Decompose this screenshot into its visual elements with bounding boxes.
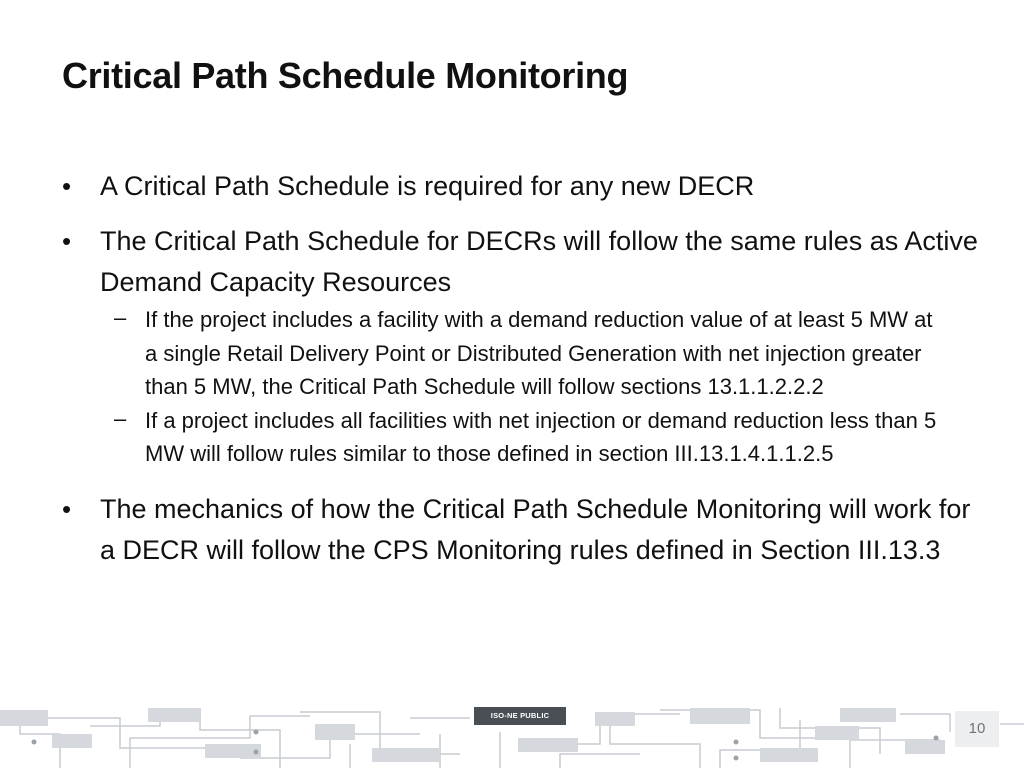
sub-bullet-list [100, 303, 982, 471]
sub-bullet-dash: – [114, 405, 127, 431]
bullet-item [62, 489, 982, 571]
sub-bullet-text: If the project includes a facility with a demand reduction value of at least 5 MW at a single Retail Delivery Point or Distributed Generation with net injection greater than 5 MW, the Critical Path Schedule will follow sections 13.1.1.2.2.2 [145, 307, 933, 399]
page-number: 10 [955, 711, 999, 747]
bullet-item [62, 221, 982, 471]
slide-title: Critical Path Schedule Monitoring [62, 55, 629, 96]
sub-bullet-item [100, 404, 982, 471]
sub-bullet-text: If a project includes all facilities with net injection or demand reduction less than 5 MW will follow rules similar to those defined in section III.13.1.4.1.1.2.5 [145, 407, 937, 466]
bullet-text: The Critical Path Schedule for DECRs will follow the same rules as Active Demand Capacity Resources [100, 226, 978, 297]
bullet-text: A Critical Path Schedule is required for any new DECR [100, 171, 755, 201]
bullet-item [62, 166, 982, 207]
bullet-text: The mechanics of how the Critical Path Schedule Monitoring will work for a DECR will follow the CPS Monitoring rules defined in Section III.13.3 [100, 493, 971, 565]
bullet-dot: • [62, 493, 72, 524]
bullet-dot: • [62, 226, 72, 256]
footer-public-label: ISO-NE PUBLIC [474, 707, 566, 725]
sub-bullet-item [100, 303, 982, 404]
bullet-list [62, 166, 982, 571]
sub-bullet-dash: – [114, 305, 127, 330]
bullet-dot: • [62, 171, 72, 201]
